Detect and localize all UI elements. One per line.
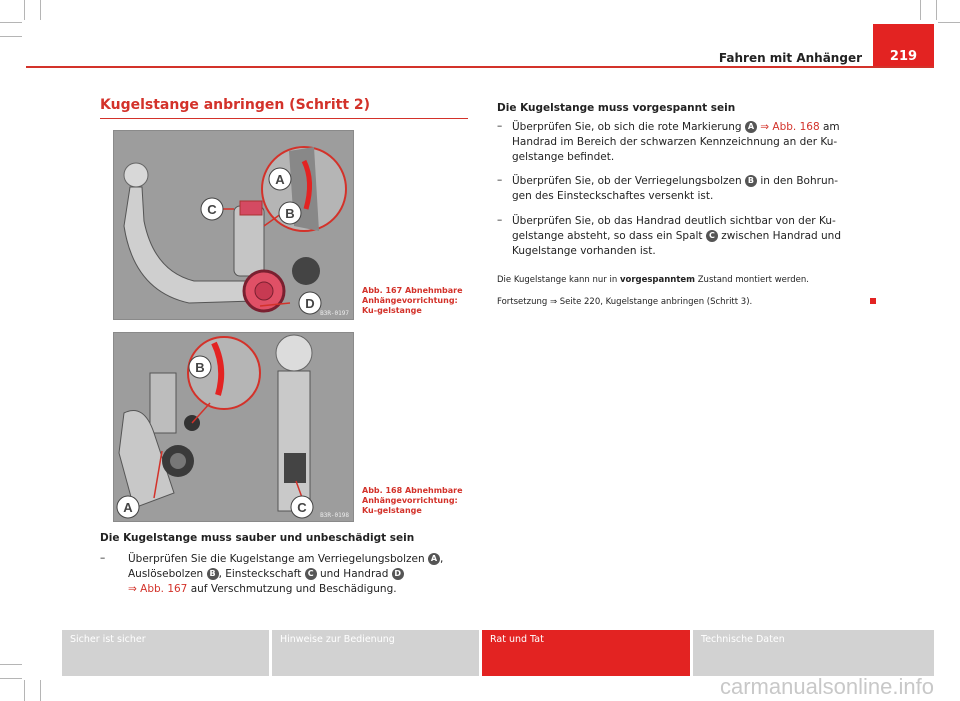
right-list-item-3 <box>512 214 872 259</box>
marker-b: B <box>745 175 757 187</box>
text-run: Kugelstange vorhanden ist. <box>512 245 656 257</box>
note <box>497 274 877 286</box>
end-marker <box>870 298 876 304</box>
page-number-box <box>873 24 934 68</box>
crop-mark <box>24 0 25 20</box>
figure-link[interactable]: ⇒ Abb. 167 <box>128 583 188 595</box>
text-run: Überprüfen Sie, ob der Verriegelungsbolzen <box>512 175 742 187</box>
crop-mark <box>920 0 921 20</box>
text-run: Überprüfen Sie die Kugelstange am Verriegelungsbolzen <box>128 553 425 565</box>
marker-b: B <box>207 568 219 580</box>
text-run: Handrad im Bereich der schwarzen Kennzeichnung an der Ku- <box>512 136 838 148</box>
figure-link[interactable]: ⇒ Abb. 168 <box>760 121 820 133</box>
text-run: gen des Einsteckschaftes versenkt ist. <box>512 190 714 202</box>
text-run: auf Verschmutzung und Beschädigung. <box>190 583 397 595</box>
crop-mark <box>0 22 22 23</box>
text-run: Überprüfen Sie, ob das Handrad deutlich sichtbar von der Ku- <box>512 215 836 227</box>
crop-mark <box>24 680 25 701</box>
marker-c: C <box>305 568 317 580</box>
list-dash: – <box>100 552 106 564</box>
figure-168 <box>113 332 354 522</box>
crop-mark <box>936 0 937 20</box>
crop-mark <box>0 678 22 679</box>
callout-b: B <box>195 360 205 375</box>
text-run: Auslösebolzen <box>128 568 204 580</box>
figure-167-caption: Abb. 167 Abnehmbare Anhängevorrichtung: Ku-gelstange <box>362 286 463 315</box>
tab-hinweise-zur-bedienung[interactable] <box>272 630 479 676</box>
callout-d: D <box>305 296 315 311</box>
tow-bar-illustration-1 <box>114 131 354 320</box>
callout-c: C <box>207 202 217 217</box>
tab-sicher-ist-sicher[interactable] <box>62 630 269 676</box>
section-rule <box>100 118 468 119</box>
tab-technische-daten[interactable] <box>693 630 934 676</box>
running-header: Fahren mit Anhänger <box>718 51 862 65</box>
tab-label: Sicher ist sicher <box>70 634 146 645</box>
figure-167 <box>113 130 354 320</box>
text-run: und Handrad <box>320 568 389 580</box>
text-run-bold: vorgespanntem <box>619 275 696 285</box>
text-run: , <box>440 553 444 565</box>
left-list-item <box>128 552 473 597</box>
callout-b: B <box>285 206 295 221</box>
tab-label: Technische Daten <box>701 634 785 645</box>
crop-mark <box>938 22 960 23</box>
marker-d: D <box>392 568 404 580</box>
watermark: carmanualsonline.info <box>719 674 934 699</box>
crop-mark <box>0 36 22 37</box>
crop-mark <box>40 680 41 701</box>
list-dash: – <box>497 120 503 132</box>
figure-code: B3R-0198 <box>320 512 349 519</box>
text-run: Zustand montiert werden. <box>697 275 809 285</box>
text-run: gelstange absteht, so dass ein Spalt <box>512 230 703 242</box>
right-list-item-1 <box>512 120 872 165</box>
list-dash: – <box>497 214 503 226</box>
right-list-item-2 <box>512 174 872 204</box>
text-run: am <box>822 121 840 133</box>
figure-168-caption: Abb. 168 Abnehmbare Anhängevorrichtung: Ku-gelstange <box>362 486 463 515</box>
text-run: Die Kugelstange kann nur in <box>497 275 618 285</box>
text-run: in den Bohrun- <box>760 175 839 187</box>
callout-a: A <box>275 172 285 187</box>
callout-a: A <box>123 500 133 515</box>
left-heading: Die Kugelstange muss sauber und unbeschädigt sein <box>100 532 415 544</box>
header-rule <box>26 66 934 68</box>
text-run: Überprüfen Sie, ob sich die rote Markierung <box>512 121 742 133</box>
continuation-link[interactable]: Fortsetzung ⇒ Seite 220, Kugelstange anbringen (Schritt 3). <box>497 297 753 307</box>
text-run: gelstange befindet. <box>512 151 615 163</box>
marker-c: C <box>706 230 718 242</box>
text-run: , Einsteckschaft <box>218 568 302 580</box>
section-title: Kugelstange anbringen (Schritt 2) <box>100 97 371 113</box>
right-heading: Die Kugelstange muss vorgespannt sein <box>497 102 736 114</box>
tab-rat-und-tat[interactable] <box>482 630 690 676</box>
tab-label: Hinweise zur Bedienung <box>280 634 395 645</box>
page-number: 219 <box>889 49 918 64</box>
marker-a: A <box>428 553 440 565</box>
list-dash: – <box>497 174 503 186</box>
callout-c: C <box>297 500 307 515</box>
marker-a: A <box>745 121 757 133</box>
text-run: zwischen Handrad und <box>721 230 841 242</box>
tab-label: Rat und Tat <box>490 634 544 645</box>
crop-mark <box>0 664 22 665</box>
tow-bar-illustration-2 <box>114 333 354 522</box>
figure-code: B3R-0197 <box>320 310 349 317</box>
crop-mark <box>40 0 41 20</box>
